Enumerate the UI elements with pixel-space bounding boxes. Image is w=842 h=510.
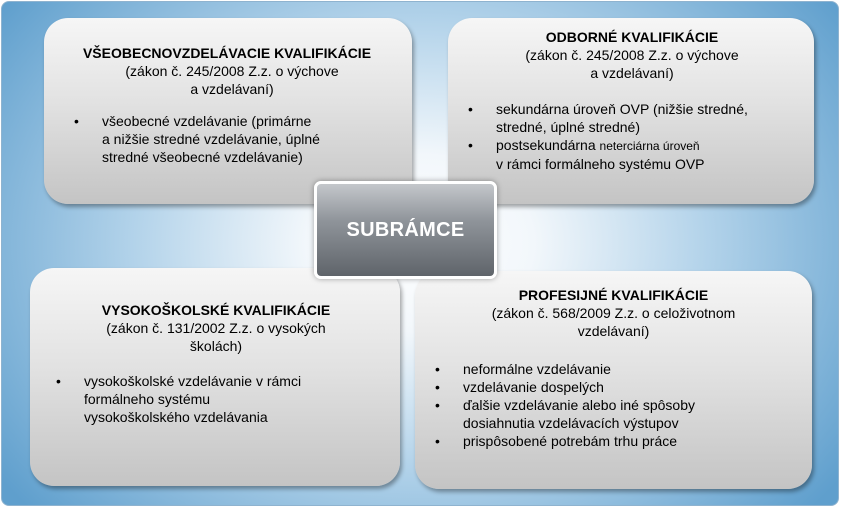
- professional-card: [415, 271, 812, 489]
- list-item-line: dosiahnutia vzdelávacích výstupov: [463, 415, 679, 431]
- general-education-card: [44, 18, 412, 204]
- list-item-line: stredné všeobecné vzdelávanie): [102, 149, 303, 165]
- list-item: [433, 360, 794, 378]
- list-item-line: • vzdelávanie dospelých: [463, 379, 604, 395]
- list-item-line: formálneho systému: [84, 391, 211, 407]
- higher-education-card: [30, 268, 400, 486]
- card-title: ODBORNÉ KVALIFIKÁCIE: [545, 29, 719, 45]
- list-item-line: [496, 136, 798, 155]
- card-law-line: (zákon č. 245/2008 Z.z. o výchove: [125, 63, 339, 79]
- list-item: [54, 372, 378, 426]
- list-item-line: • všeobecné vzdelávanie (primárne: [102, 113, 312, 129]
- center-label: SUBRÁMCE: [346, 218, 465, 241]
- card-law-line: a vzdelávaní): [590, 65, 674, 81]
- list-item-line: • prispôsobené potrebám trhu práce: [463, 433, 678, 449]
- center-subframes-box: [314, 181, 497, 279]
- list-item-line: • vysokoškolské vzdelávanie v rámci: [84, 373, 302, 389]
- card-list: [54, 372, 378, 426]
- list-item: [466, 100, 798, 136]
- list-item: [433, 378, 794, 396]
- list-item-text-small: neterciárna úroveň: [599, 139, 700, 153]
- card-law-line: školách): [189, 338, 243, 354]
- card-title: VYSOKOŠKOLSKÉ KVALIFIKÁCIE: [101, 302, 331, 318]
- list-item-line: • neformálne vzdelávanie: [463, 361, 611, 377]
- list-item: [466, 136, 798, 173]
- card-title: VŠEOBECNOVZDELÁVACIE KVALIFIKÁCIE: [82, 45, 372, 61]
- card-list: [433, 360, 794, 450]
- list-item-text: postsekundárna: [496, 137, 600, 153]
- card-law-line: vzdelávaní): [577, 323, 650, 339]
- list-item: [433, 432, 794, 450]
- list-item: [433, 396, 794, 432]
- list-item-line: v rámci formálneho systému OVP: [496, 156, 705, 172]
- card-list: [72, 112, 392, 166]
- list-item: [72, 112, 392, 166]
- card-list: [466, 100, 798, 173]
- list-item-line: vysokoškolského vzdelávania: [84, 409, 268, 425]
- card-title: PROFESIJNÉ KVALIFIKÁCIE: [518, 287, 709, 303]
- vocational-card: [448, 18, 814, 204]
- card-law-line: (zákon č. 568/2009 Z.z. o celoživotnom: [491, 305, 736, 321]
- card-law-line: (zákon č. 245/2008 Z.z. o výchove: [525, 47, 739, 63]
- card-law-line: a vzdelávaní): [190, 81, 274, 97]
- list-item-line: a nižšie stredné vzdelávanie, úplné: [102, 131, 320, 147]
- list-item-line: stredné, úplné stredné): [496, 119, 640, 135]
- card-law-line: (zákon č. 131/2002 Z.z. o vysokých: [106, 320, 326, 336]
- list-item-line: • sekundárna úroveň OVP (nižšie stredné,: [496, 101, 748, 117]
- list-item-line: • ďalšie vzdelávanie alebo iné spôsoby: [463, 397, 695, 413]
